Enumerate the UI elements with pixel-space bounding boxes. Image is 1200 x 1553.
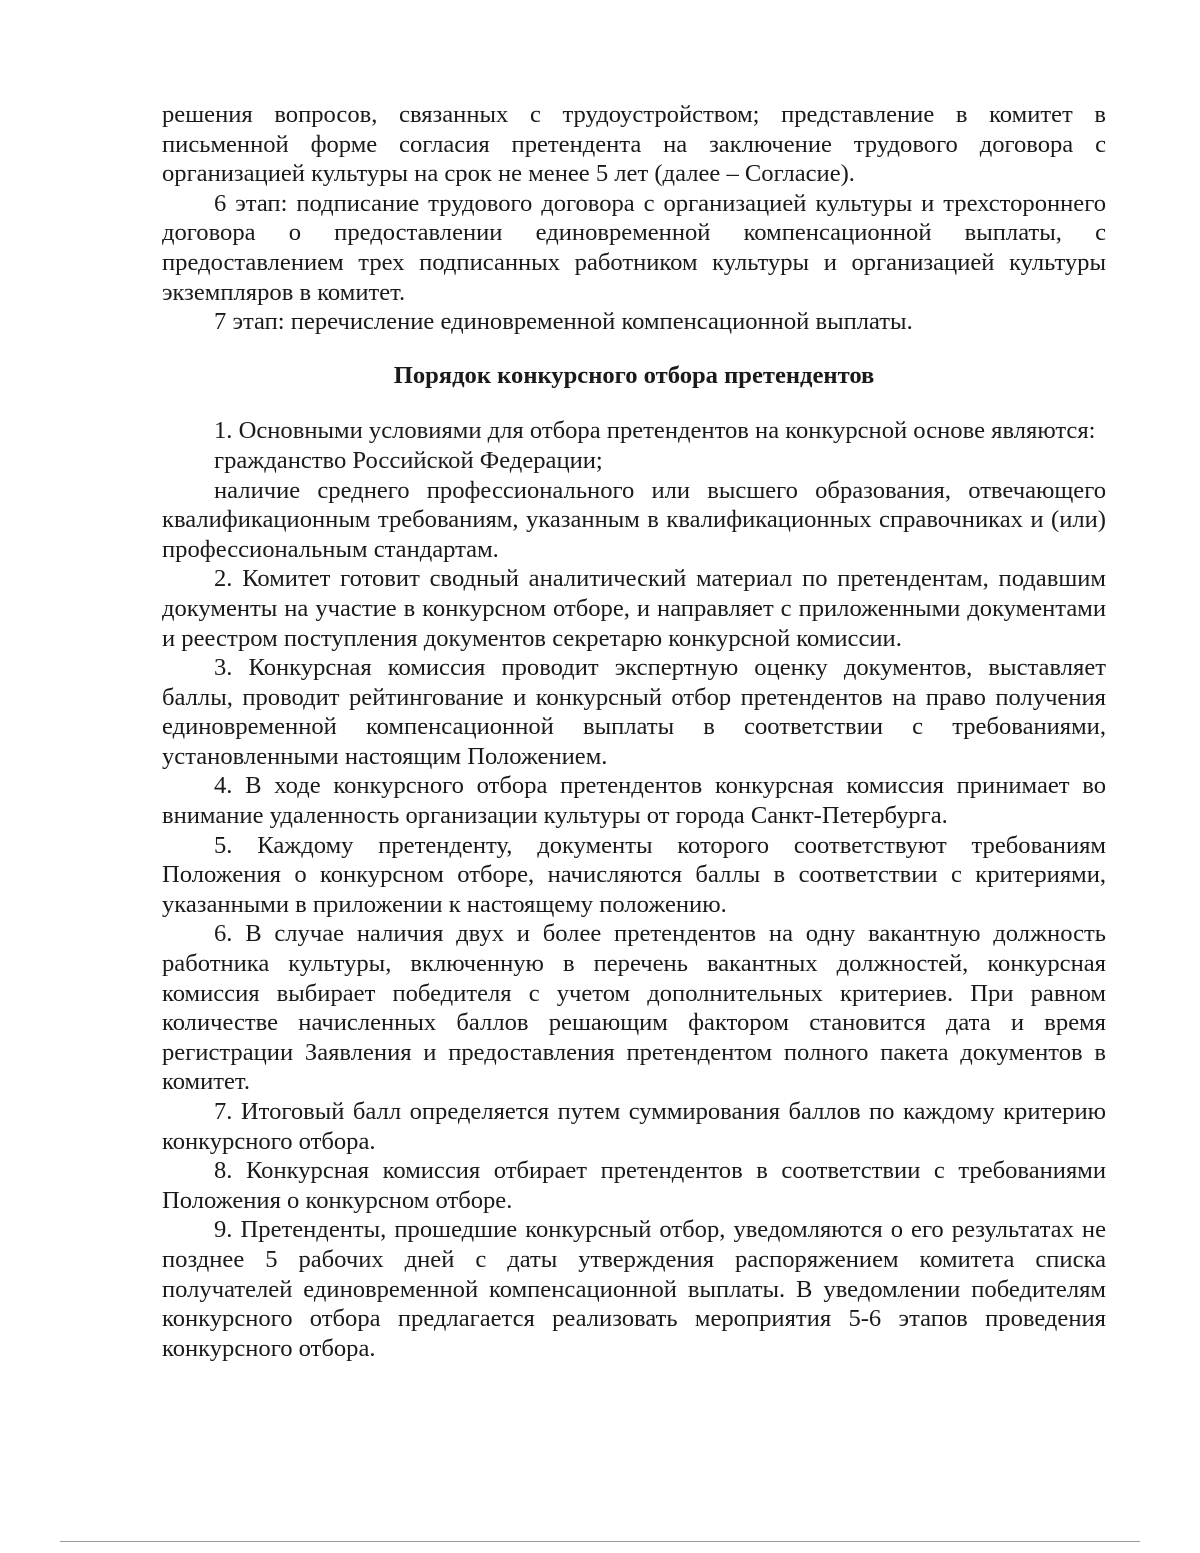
section-title: Порядок конкурсного отбора претендентов (393, 361, 875, 389)
list-item: 9. Претенденты, прошедшие конкурсный отбор, уведомляются о его результатах не позднее 5 рабочих дней с даты утверждения распоряжением комитета списка получателей единовременной компенсационной выплаты. В уведомлении победителям конкурсного отбора предлагается реализовать мероприятия 5-6 этапов проведения конкурсного отбора. (162, 1216, 1106, 1362)
list-item: 2. Комитет готовит сводный аналитический материал по претендентам, подавшим документы на участие в конкурсном отборе, и направляет с приложенными документами и реестром поступления документов секретарю конкурсной комиссии. (162, 565, 1106, 652)
list-item: гражданство Российской Федерации; (214, 446, 603, 474)
list-item: 5. Каждому претенденту, документы которого соответствуют требованиям Положения о конкурсном отборе, начисляются баллы в соответствии с критериями, указанными в приложении к настоящему положению. (162, 831, 1106, 918)
list-item: 8. Конкурсная комиссия отбирает претендентов в соответствии с требованиями Положения о конкурсном отборе. (162, 1157, 1106, 1214)
document-page (162, 100, 1106, 1363)
intro-paragraph-continuation: решения вопросов, связанных с трудоустройством; представление в комитет в письменной форме согласия претендента на заключение трудового договора с организацией культуры на срок не менее 5 лет (далее – Согласие). (162, 101, 1106, 188)
list-item: 6. В случае наличия двух и более претендентов на одну вакантную должность работника культуры, включенную в перечень вакантных должностей, конкурсная комиссия выбирает победителя с учетом дополнительных критериев. При равном количестве начисленных баллов решающим фактором становится дата и время регистрации Заявления и предоставления претендентом полного пакета документов в комитет. (162, 920, 1106, 1096)
intro-paragraph-stage-7: 7 этап: перечисление единовременной компенсационной выплаты. (214, 308, 913, 336)
list-item: 7. Итоговый балл определяется путем суммирования баллов по каждому критерию конкурсного отбора. (162, 1098, 1106, 1155)
page-bottom-rule (60, 1541, 1140, 1542)
list-item: 1. Основными условиями для отбора претендентов на конкурсной основе являются: (214, 417, 1096, 445)
list-item: наличие среднего профессионального или высшего образования, отвечающего квалификационным требованиям, указанным в квалификационных справочниках и (или) профессиональным стандартам. (162, 476, 1106, 563)
list-item: 4. В ходе конкурсного отбора претендентов конкурсная комиссия принимает во внимание удаленность организации культуры от города Санкт-Петербурга. (162, 772, 1106, 830)
list-item: 3. Конкурсная комиссия проводит экспертную оценку документов, выставляет баллы, проводит рейтингование и конкурсный отбор претендентов на право получения единовременной компенсационной выплаты в соответствии с требованиями, установленными настоящим Положением. (162, 654, 1106, 770)
intro-paragraph-stage-6: 6 этап: подписание трудового договора с организацией культуры и трехстороннего договора о предоставлении единовременной компенсационной выплаты, с предоставлением трех подписанных работником культуры и организацией культуры экземпляров в комитет. (162, 189, 1106, 306)
